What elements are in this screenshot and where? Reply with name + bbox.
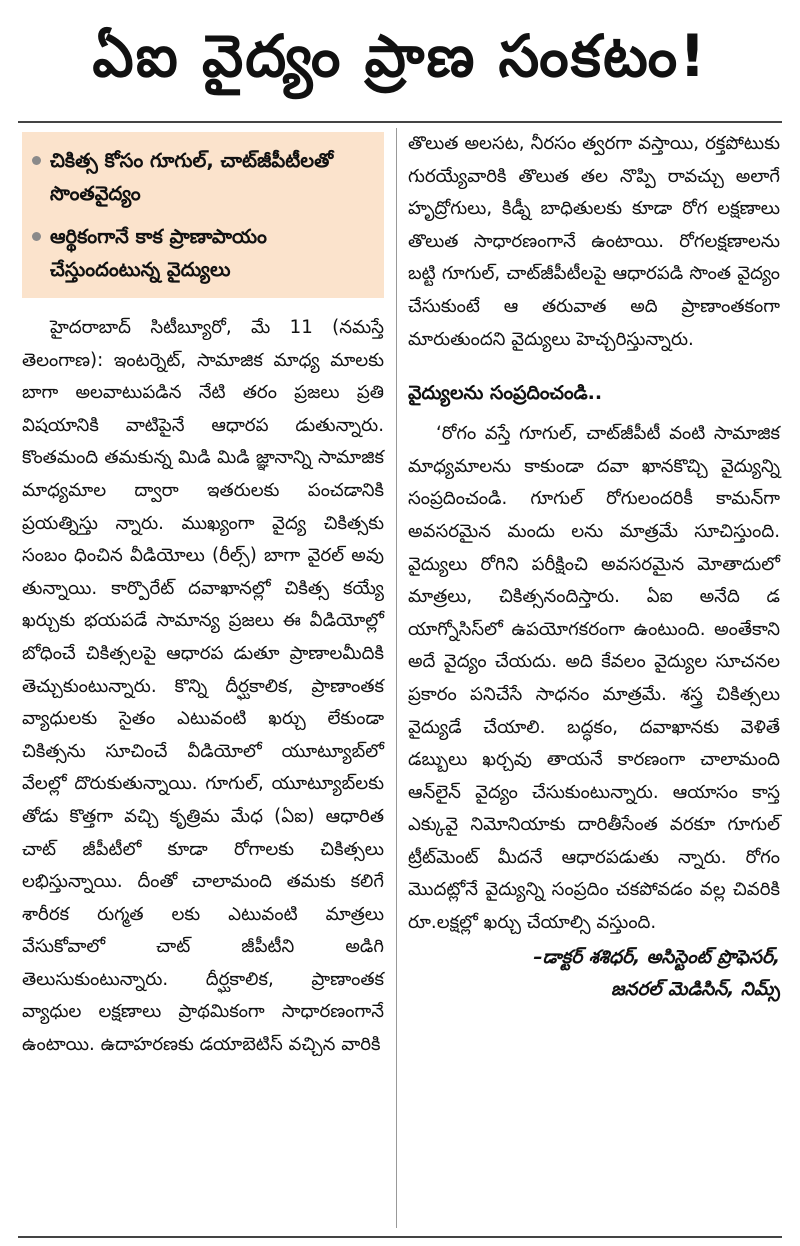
highlight-text: ఆర్థికంగానే కాక ప్రాణాపాయం చేస్తుందంటున్న వైద్యులు — [50, 225, 267, 281]
right-body-text-2: ‘రోగం వస్తే గూగుల్, చాట్‌జీపీటీ వంటి సామాజిక మాధ్యమాలను కాకుండా దవా ఖానకొచ్చి వైద్యున్ని సంప్రదించండి. గూగుల్ రోగులందరికీ కామన్‌గా అవసరమైన మందు లను మాత్రమే సూచిస్తుంది. వైద్యులు రోగిని పరీక్షించి అవసరమైన మోతాదులో మాత్రలు, చికిత్సనందిస్తారు. ఏఐ అనేది డ యాగ్నోసిస్‌లో ఉపయోగకరంగా ఉంటుంది. అంతేకాని అదే వైద్యం చేయదు. అది కేవలం వైద్యుల సూచనల ప్రకారం పనిచేసే సాధనం మాత్రమే. శస్త్ర చికిత్సలు వైద్యుడే చేయాలి. బద్ధకం, దవాఖానకు వెళితే డబ్బులు ఖర్చవు తాయనే కారణంగా చాలామంది ఆన్‌లైన్ వైద్యం చేసుకుంటున్నారు. ఆయాసం కాస్త ఎక్కువై నిమోనియాకు దారితీసేంత వరకూ గూగుల్ ట్రీట్‌మెంట్ మీదనే ఆధారపడుతు న్నారు. రోగం మొదట్లోనే వైద్యున్ని సంప్రదిం చకపోవడం వల్ల చివరికి రూ.లక్షల్లో ఖర్చు చేయాల్సి వస్తుంది. — [408, 423, 780, 934]
byline — [408, 942, 780, 1006]
highlight-text: చికిత్స కోసం గూగుల్, చాట్‌జీపీటీలతో సొంతవైద్యం — [50, 149, 334, 205]
left-column — [22, 132, 384, 1232]
top-rule — [18, 121, 782, 123]
bullet-icon — [32, 156, 41, 165]
highlights-box — [22, 132, 384, 298]
column-divider — [396, 128, 397, 1228]
highlight-item — [32, 144, 374, 210]
headline: ఏఐ వైద్యం ప్రాణ సంకటం! — [92, 21, 708, 90]
bottom-rule — [18, 1236, 782, 1238]
highlight-item — [32, 220, 374, 286]
bullet-icon — [32, 232, 41, 241]
byline-line-1: –డాక్టర్ శశిధర్, అసిస్టెంట్ ప్రొఫెసర్, — [533, 946, 780, 968]
right-body-text-1: తొలుత అలసట, నీరసం త్వరగా వస్తాయి, రక్తపోటుకు గురయ్యేవారికి తొలుత తల నొప్పి రావచ్చు అలాగే హృద్రోగులు, కిడ్నీ బాధితులకు కూడా రోగ లక్షణాలు తొలుత సాధారణంగానే ఉంటాయి. రోగలక్షణాలను బట్టి గూగుల్, చాట్‌జీపీటీలపై ఆధారపడి సొంత వైద్యం చేసుకుంటే ఆ తరువాత అది ప్రాణాంతకంగా మారుతుందని వైద్యులు హెచ్చరిస్తున్నారు. — [408, 133, 780, 350]
right-column — [408, 128, 780, 1228]
byline-line-2: జనరల్ మెడిసిన్, నిమ్స్ — [610, 978, 780, 1000]
section-subhead: వైద్యులను సంప్రదించండి.. — [408, 382, 603, 405]
left-body-text: హైదరాబాద్ సిటీబ్యూరో, మే 11 (నమస్తే తెలంగాణ): ఇంటర్నెట్, సామాజిక మాధ్య మాలకు బాగా అలవాటుపడిన నేటి తరం ప్రజలు ప్రతి విషయానికి వాటిపైనే ఆధారప డుతున్నారు. కొంతమంది తమకున్న మిడి మిడి జ్ఞానాన్ని సామాజిక మాధ్యమాల ద్వారా ఇతరులకు పంచడానికి ప్రయత్నిస్తు న్నారు. ముఖ్యంగా వైద్య చికిత్సకు సంబం ధించిన వీడియోలు (రీల్స్) బాగా వైరల్ అవు తున్నాయి. కార్పొరేట్ దవాఖానల్లో చికిత్స కయ్యే ఖర్చుకు భయపడే సామాన్య ప్రజలు ఈ వీడియోల్లో బోధించే చికిత్సలపై ఆధారప డుతూ ప్రాణాలమీదికి తెచ్చుకుంటున్నారు. కొన్ని దీర్ఘకాలిక, ప్రాణాంతక వ్యాధులకు సైతం ఎటువంటి ఖర్చు లేకుండా చికిత్సను సూచించే వీడియోలో యూట్యూబ్‌లో వేలల్లో దొరుకుతున్నాయి. గూగుల్, యూట్యూబ్‌లకు తోడు కొత్తగా వచ్చి కృత్రిమ మేధ (ఏఐ) ఆధారిత చాట్ జీపీటీలో కూడా రోగాలకు చికిత్సలు లభిస్తున్నాయి. దీంతో చాలామంది తమకు కలిగే శారీరక రుగ్మత లకు ఎటువంటి మాత్రలు వేసుకోవాలో చాట్ జీపీటీని అడిగి తెలుసుకుంటున్నారు. దీర్ఘకాలిక, ప్రాణాంతక వ్యాధుల లక్షణాలు ప్రాథమికంగా సాధారణంగానే ఉంటాయి. ఉదాహరణకు డయాబెటిస్ వచ్చిన వారికి — [22, 317, 384, 1056]
